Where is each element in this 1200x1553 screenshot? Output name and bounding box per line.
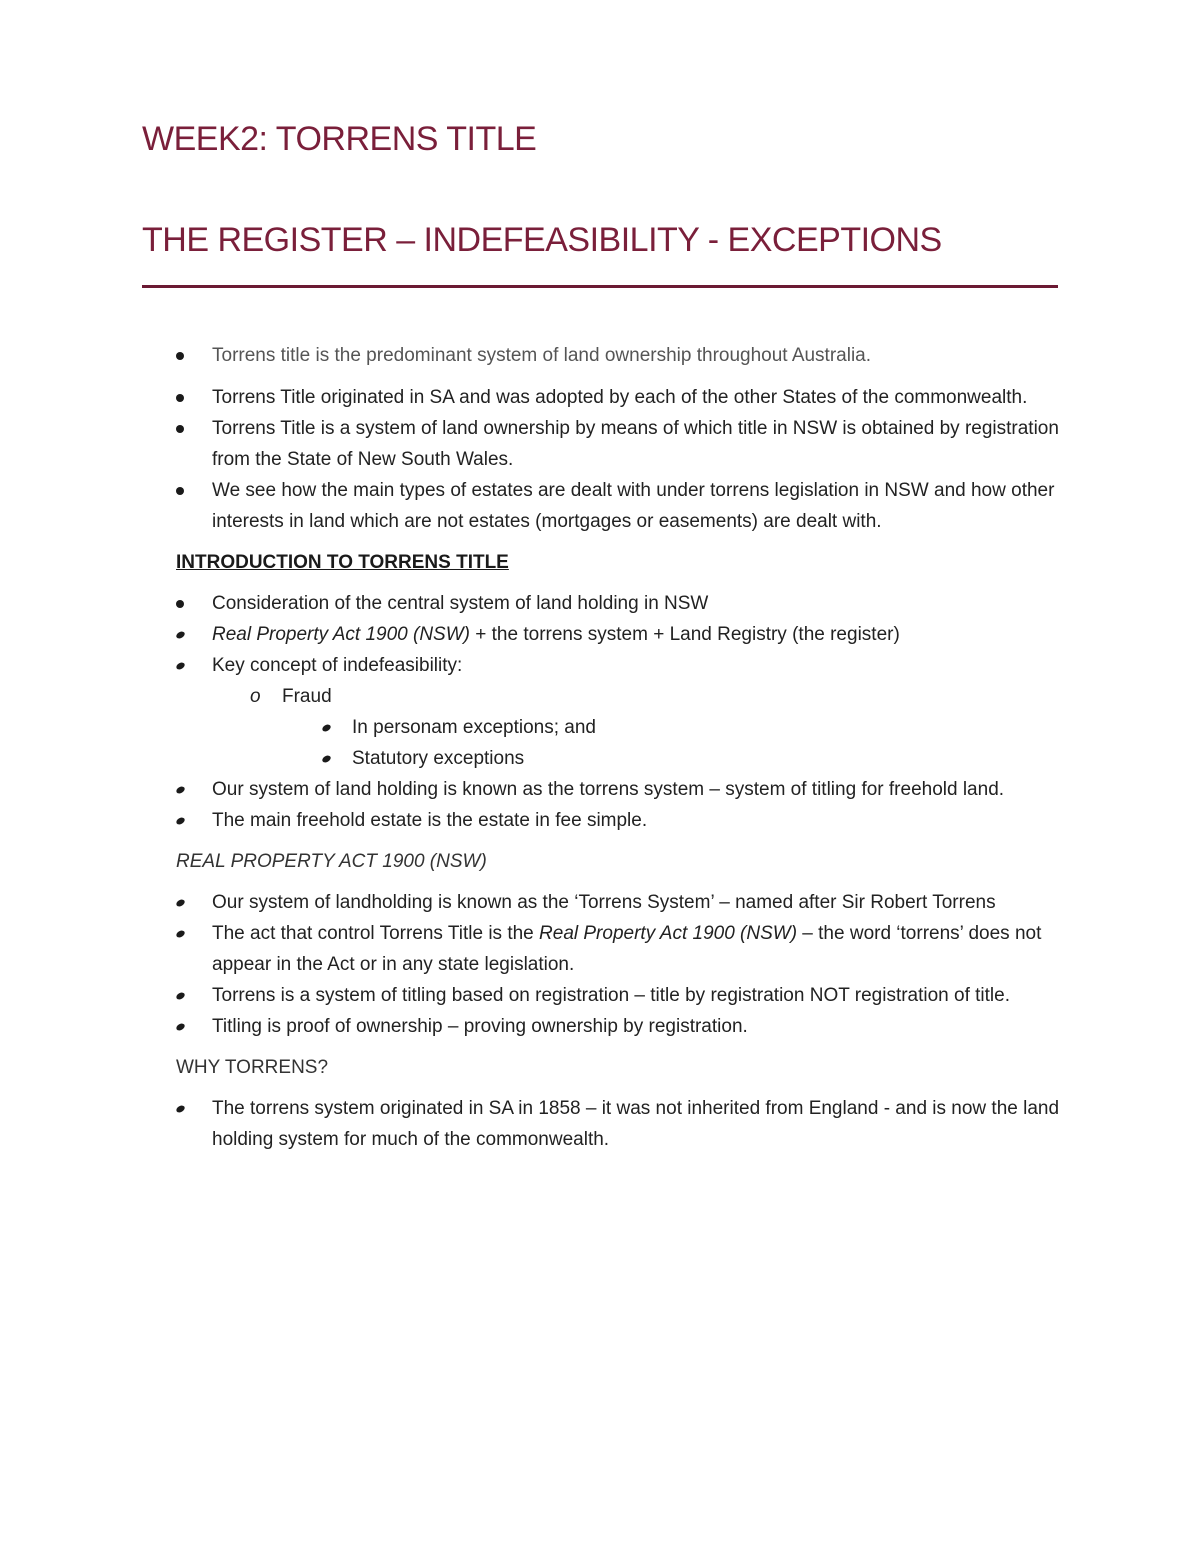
bullet-icon <box>175 991 186 1001</box>
list-item <box>142 475 1062 537</box>
list-item-text: + the torrens system + Land Registry (the register) <box>470 624 900 645</box>
bullet-icon <box>175 630 186 640</box>
list-item <box>142 805 1062 836</box>
list-item-text: Torrens Title originated in SA and was adopted by each of the other States of the commonwealth. <box>212 387 1028 408</box>
document-subtitle: THE REGISTER – INDEFEASIBILITY - EXCEPTIONS <box>142 221 942 259</box>
list-item <box>142 918 1062 980</box>
list-item-text: The main freehold estate is the estate in fee simple. <box>212 810 648 831</box>
bullet-icon <box>175 1022 186 1032</box>
list-item <box>142 619 1062 650</box>
sub-bullet-marker: o <box>250 686 261 707</box>
act-name: Real Property Act 1900 (NSW) <box>212 624 470 645</box>
list-item <box>142 1093 1062 1155</box>
bullet-icon <box>176 425 184 433</box>
list-item-text: Consideration of the central system of land holding in NSW <box>212 593 709 614</box>
bullet-icon <box>175 898 186 908</box>
list-item <box>142 588 1062 619</box>
list-item-text: Titling is proof of ownership – proving ownership by registration. <box>212 1016 748 1037</box>
bullet-icon <box>321 754 332 764</box>
bullet-icon <box>175 1104 186 1114</box>
list-item-text: Torrens title is the predominant system of land ownership throughout Australia. <box>212 345 872 366</box>
bullet-icon <box>176 600 184 608</box>
section-heading-introduction: INTRODUCTION TO TORRENS TITLE <box>176 552 509 573</box>
list-item <box>142 340 1062 371</box>
list-item-text: Statutory exceptions <box>352 748 525 769</box>
sub-sub-list-item <box>142 712 1062 743</box>
section-heading-why-torrens: WHY TORRENS? <box>176 1057 329 1078</box>
list-item-text: The act that control Torrens Title is the <box>212 923 540 944</box>
sub-list-item <box>142 681 1062 712</box>
list-item <box>142 650 1062 681</box>
title-divider <box>142 285 1058 288</box>
list-item-text: Our system of landholding is known as the ‘Torrens System’ – named after Sir Robert Torrens <box>212 892 996 913</box>
bullet-icon <box>176 352 184 360</box>
list-item <box>142 413 1062 475</box>
bullet-icon <box>176 487 184 495</box>
list-item-text: Fraud <box>282 686 332 707</box>
sub-sub-list-item <box>142 743 1062 774</box>
bullet-icon <box>321 723 332 733</box>
act-name: Real Property Act 1900 (NSW) <box>539 923 798 944</box>
section-heading-real-property-act: REAL PROPERTY ACT 1900 (NSW) <box>176 851 487 872</box>
list-item <box>142 382 1062 413</box>
bullet-icon <box>175 785 186 795</box>
bullet-icon <box>175 661 186 671</box>
list-item-text: Key concept of indefeasibility: <box>212 655 463 676</box>
document-body <box>142 340 1062 1155</box>
list-item-text: Torrens Title is a system of land ownership by means of which title in NSW is obtained by registration from the State of New South Wales. <box>212 418 1059 470</box>
list-item-text: Torrens is a system of titling based on registration – title by registration NOT registration of title. <box>212 985 1010 1006</box>
list-item <box>142 887 1062 918</box>
list-item-text: Our system of land holding is known as the torrens system – system of titling for freehold land. <box>212 779 1005 800</box>
list-item <box>142 1011 1062 1042</box>
bullet-icon <box>175 816 186 826</box>
list-item <box>142 774 1062 805</box>
list-item-text: – the word ‘torrens’ does not appear in the Act or in any state legislation. <box>212 923 1042 975</box>
bullet-icon <box>176 394 184 402</box>
list-item-text: We see how the main types of estates are dealt with under torrens legislation in NSW and how other interests in land which are not estates (mortgages or easements) are dealt with. <box>212 480 1055 532</box>
document-title: WEEK2: TORRENS TITLE <box>142 120 537 158</box>
list-item-text: The torrens system originated in SA in 1858 – it was not inherited from England - and is now the land holding system for much of the commonwealth. <box>212 1098 1060 1150</box>
list-item <box>142 980 1062 1011</box>
bullet-icon <box>175 929 186 939</box>
list-item-text: In personam exceptions; and <box>352 717 596 738</box>
